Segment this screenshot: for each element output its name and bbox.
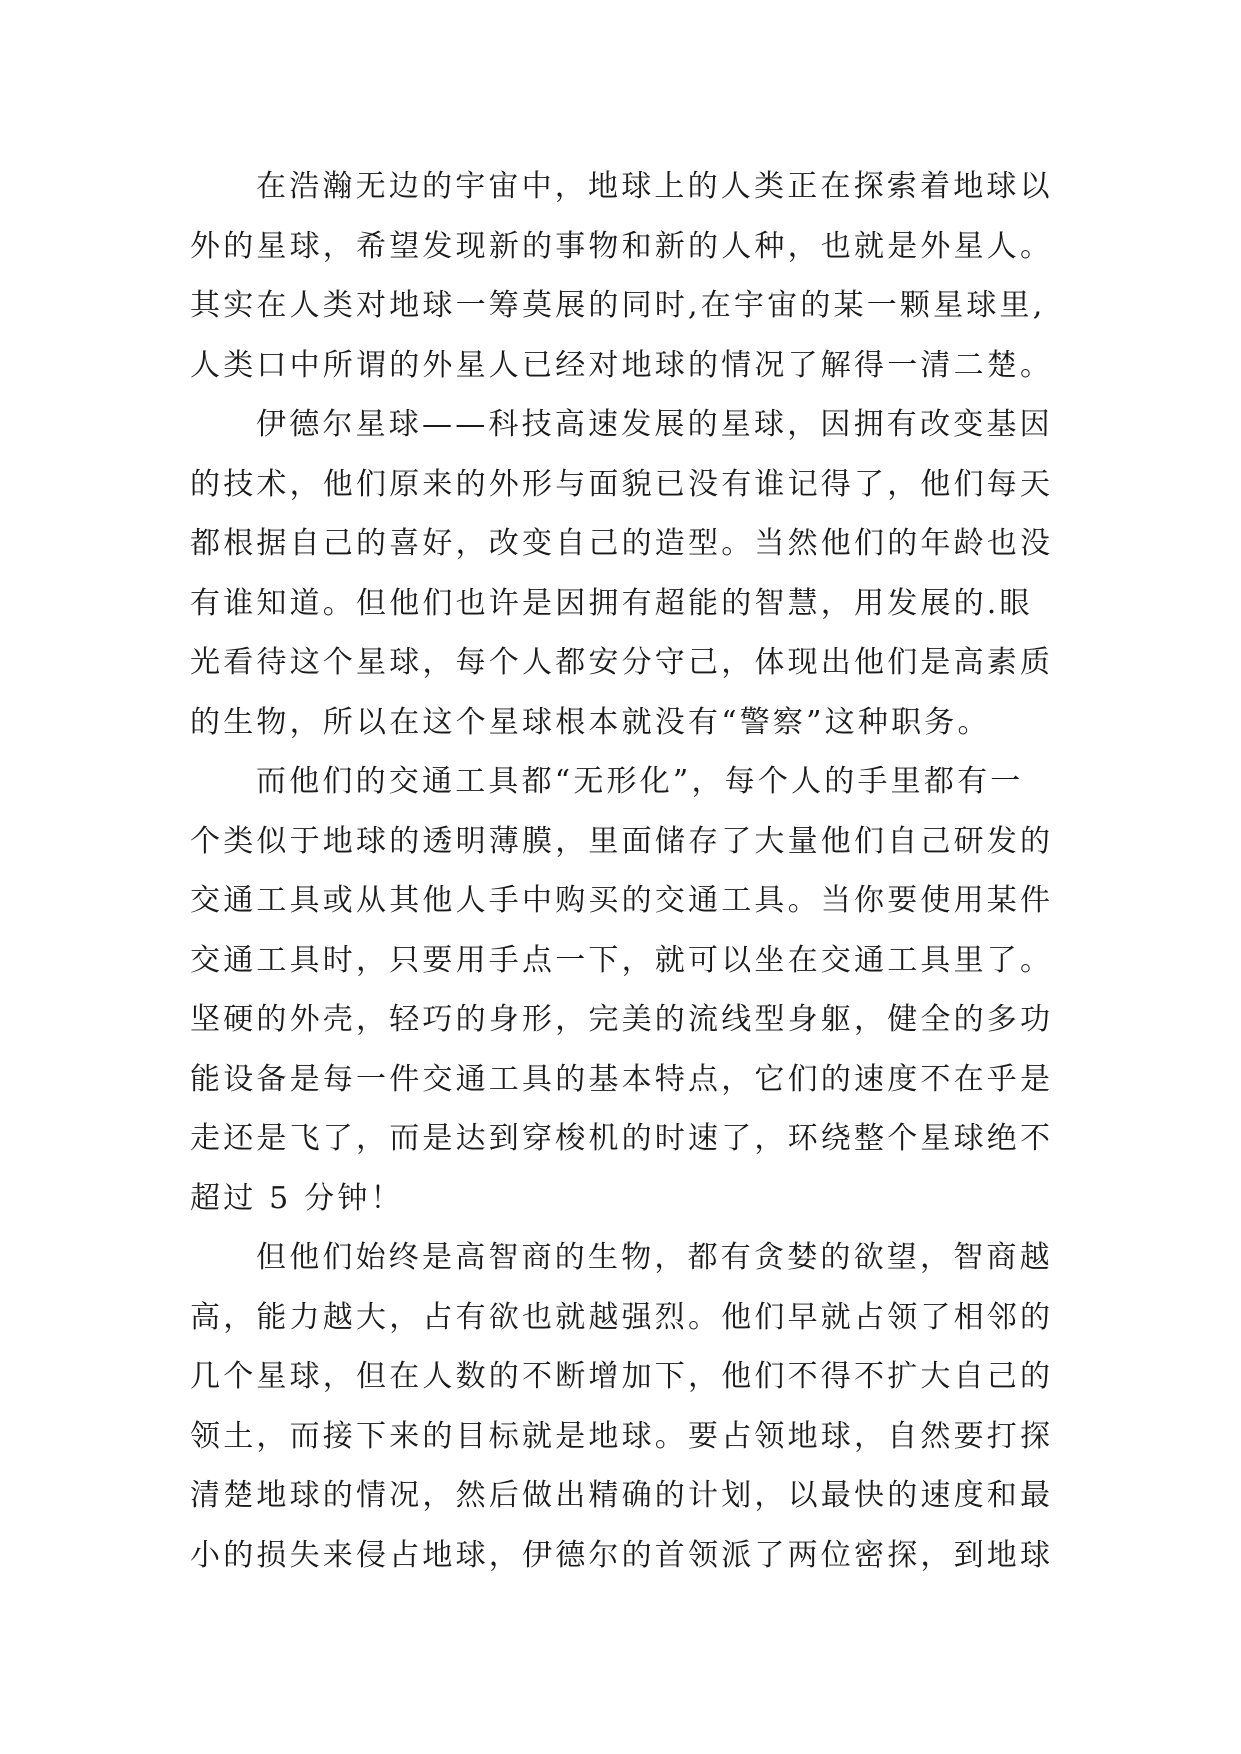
paragraph-1-line-3: 其实在人类对地球一筹莫展的同时,在宇宙的某一颗星球里, xyxy=(190,288,1046,323)
paragraph-3-line-7: 走还是飞了，而是达到穿梭机的时速了，环绕整个星球绝不 xyxy=(190,1121,1054,1156)
paragraph-3-line-8: 超过 5 分钟！ xyxy=(190,1180,404,1216)
paragraph-4-line-3: 几个星球，但在人数的不断增加下，他们不得不扩大自己的 xyxy=(190,1359,1054,1394)
paragraph-3-line-3: 交通工具或从其他人手中购买的交通工具。当你要使用某件 xyxy=(190,883,1054,918)
paragraph-2-line-4: 有谁知道。但他们也许是因拥有超能的智慧，用发展的.眼 xyxy=(190,585,1033,621)
paragraph-4-line-1: 但他们始终是高智商的生物，都有贪婪的欲望，智商越 xyxy=(256,1240,1053,1275)
paragraph-2-line-6: 的生物，所以在这个星球根本就没有“警察”这种职务。 xyxy=(190,704,991,740)
paragraph-2-line-1: 伊德尔星球——科技高速发展的星球，因拥有改变基因 xyxy=(256,407,1053,442)
paragraph-2-line-3: 都根据自己的喜好，改变自己的造型。当然他们的年龄也没 xyxy=(190,526,1054,561)
document-body xyxy=(190,157,1070,1585)
paragraph-2-line-5: 光看待这个星球，每个人都安分守己，体现出他们是高素质 xyxy=(190,645,1054,680)
paragraph-1-line-1: 在浩瀚无边的宇宙中，地球上的人类正在探索着地球以 xyxy=(256,169,1053,204)
paragraph-4-line-5: 清楚地球的情况，然后做出精确的计划，以最快的速度和最 xyxy=(190,1478,1054,1513)
paragraph-4-line-4: 领土，而接下来的目标就是地球。要占领地球，自然要打探 xyxy=(190,1418,1054,1454)
paragraph-3-line-6: 能设备是每一件交通工具的基本特点，它们的速度不在乎是 xyxy=(190,1061,1054,1097)
paragraph-3-line-5: 坚硬的外壳，轻巧的身形，完美的流线型身躯，健全的多功 xyxy=(190,1002,1054,1037)
paragraph-1-line-2: 外的星球，希望发现新的事物和新的人种，也就是外星人。 xyxy=(190,228,1054,264)
paragraph-4-line-6: 小的损失来侵占地球，伊德尔的首领派了两位密探，到地球 xyxy=(190,1537,1054,1573)
paragraph-2-line-2: 的技术，他们原来的外形与面貌已没有谁记得了，他们每天 xyxy=(190,466,1054,502)
paragraph-4-line-2: 高，能力越大，占有欲也就越强烈。他们早就占领了相邻的 xyxy=(190,1299,1054,1335)
paragraph-1-line-4: 人类口中所谓的外星人已经对地球的情况了解得一清二楚。 xyxy=(190,347,1054,383)
paragraph-3-line-1: 而他们的交通工具都“无形化”，每个人的手里都有一 xyxy=(256,764,1024,799)
paragraph-3-line-4: 交通工具时，只要用手点一下，就可以坐在交通工具里了。 xyxy=(190,942,1054,978)
paragraph-3-line-2: 个类似于地球的透明薄膜，里面储存了大量他们自己研发的 xyxy=(190,823,1054,859)
